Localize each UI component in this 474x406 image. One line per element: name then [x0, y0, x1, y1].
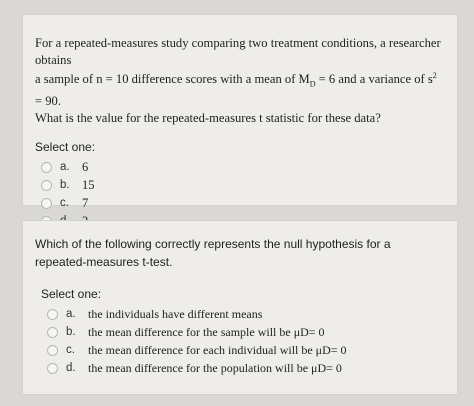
radio-button[interactable]: [47, 309, 58, 320]
option-value: the individuals have different means: [88, 306, 263, 321]
radio-button[interactable]: [47, 327, 58, 338]
option-letter: c.: [60, 197, 69, 210]
radio-button[interactable]: [41, 180, 52, 191]
radio-button[interactable]: [41, 198, 52, 209]
option-value: 7: [82, 195, 89, 210]
option-value: the mean difference for the sample will be μD= 0: [88, 324, 325, 339]
question-1-line-2-part-a: a sample of n = 10 difference scores with a mean of M: [35, 72, 310, 87]
question-1-text: [23, 15, 457, 126]
option-letter: d.: [66, 362, 76, 374]
option-a[interactable]: [23, 158, 457, 176]
question-1-line-1: For a repeated-measures study comparing two treatment conditions, a researcher obtains: [35, 36, 441, 67]
radio-button[interactable]: [47, 363, 58, 374]
option-c[interactable]: [23, 194, 457, 212]
question-1-line-2: [35, 68, 445, 110]
radio-button[interactable]: [47, 345, 58, 356]
option-letter: b.: [60, 179, 70, 192]
question-2-text: Which of the following correctly represents the null hypothesis for a repeated-measures t-test.: [35, 237, 391, 269]
option-letter: a.: [66, 308, 76, 320]
option-value: 6: [82, 159, 89, 174]
question-1-line-2-part-c: = 90.: [35, 94, 61, 109]
subscript-d: D: [309, 79, 316, 89]
option-b[interactable]: [23, 323, 457, 341]
radio-button[interactable]: [41, 162, 52, 173]
superscript-2: 2: [432, 71, 437, 80]
option-value: 15: [82, 177, 95, 192]
question-2-panel: [22, 220, 458, 395]
select-one-label: Select one:: [41, 287, 102, 301]
option-d[interactable]: [23, 359, 457, 377]
option-letter: a.: [60, 161, 70, 174]
option-b[interactable]: [23, 176, 457, 194]
question-1-line-2-part-b: = 6 and a variance of s: [315, 72, 433, 87]
question-2-options: [23, 305, 457, 377]
select-one-label: Select one:: [35, 140, 96, 155]
option-c[interactable]: [23, 341, 457, 359]
question-1-line-3: What is the value for the repeated-measures t statistic for these data?: [35, 110, 381, 125]
option-value: the mean difference for the population will be μD= 0: [88, 360, 342, 375]
question-1-panel: [22, 14, 458, 210]
option-letter: c.: [66, 344, 75, 356]
option-a[interactable]: [23, 305, 457, 323]
option-value: the mean difference for each individual will be μD= 0: [88, 342, 347, 357]
option-letter: b.: [66, 326, 76, 338]
